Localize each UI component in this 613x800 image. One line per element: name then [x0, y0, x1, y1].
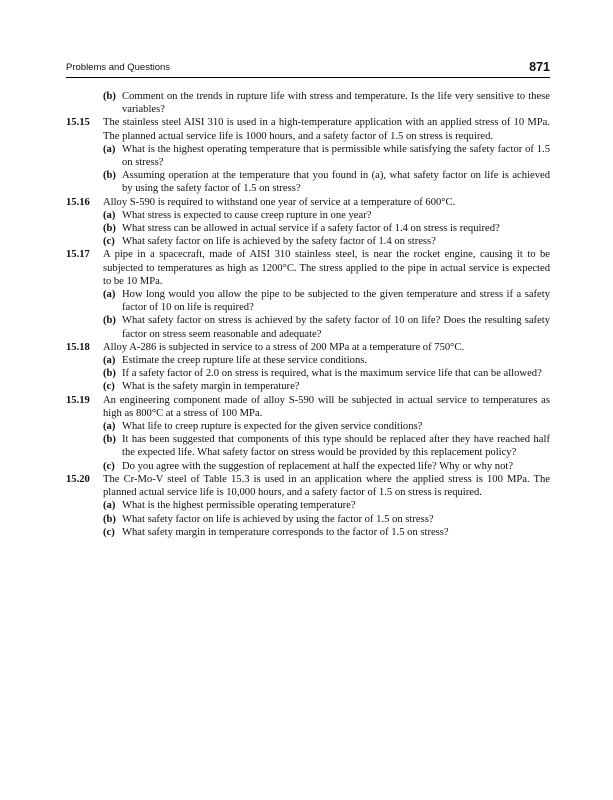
- problem-part: [103, 314, 550, 340]
- problem-text: An engineering component made of alloy S-590 will be subjected in actual service to temperatures as high as 800°C at a stress of 100 MPa.: [103, 394, 550, 419]
- part-text: What stress can be allowed in actual service if a safety factor of 1.4 on stress is required?: [122, 223, 500, 235]
- problem-number: 15.15: [66, 117, 90, 129]
- part-label: (b): [103, 434, 116, 446]
- problem-part: [103, 235, 550, 248]
- part-label: (c): [103, 460, 115, 472]
- part-text: Comment on the trends in rupture life with stress and temperature. Is the life very sensitive to these variables?: [122, 91, 550, 116]
- part-text: What safety factor on stress is achieved by the safety factor of 10 on life? Does the resulting safety factor on stress seem reasonable and adequate?: [122, 315, 550, 340]
- problem-15-17: [66, 248, 550, 340]
- part-label: (a): [103, 143, 116, 155]
- page-number: 871: [529, 60, 550, 74]
- problem-15-15: [66, 116, 550, 195]
- part-text: Assuming operation at the temperature that you found in (a), what safety factor on life is achieved by using the safety factor of 1.5 on stress?: [122, 170, 550, 195]
- problem-part: [103, 288, 550, 314]
- part-text: What stress is expected to cause creep rupture in one year?: [122, 209, 372, 221]
- problem-part: [103, 499, 550, 512]
- part-label: (a): [103, 289, 116, 301]
- problem-part: [103, 222, 550, 235]
- part-label: (c): [103, 381, 115, 393]
- problem-statement: [66, 473, 550, 499]
- part-label: (b): [103, 223, 116, 235]
- problem-part: [103, 433, 550, 459]
- problem-part: [103, 169, 550, 195]
- part-label: (b): [103, 513, 116, 525]
- problem-15-20: [66, 473, 550, 539]
- part-text: Estimate the creep rupture life at these service conditions.: [122, 355, 368, 367]
- part-text: It has been suggested that components of this type should be replaced after they have reached half the expected life. What safety factor on stress would be provided by this replacement policy?: [122, 434, 550, 459]
- problem-statement: [66, 394, 550, 420]
- problem-number: 15.17: [66, 249, 90, 261]
- part-text: What safety factor on life is achieved by using the factor of 1.5 on stress?: [122, 513, 434, 525]
- part-label: (c): [103, 526, 115, 538]
- part-label: (a): [103, 500, 116, 512]
- part-label: (a): [103, 209, 116, 221]
- problem-text: The stainless steel AISI 310 is used in a high-temperature application with an applied stress of 10 MPa. The planned actual service life is 1000 hours, and a safety factor of 1.5 on stress is required.: [103, 117, 550, 142]
- problem-number: 15.18: [66, 341, 90, 353]
- part-text: If a safety factor of 2.0 on stress is required, what is the maximum service life that can be allowed?: [122, 368, 542, 380]
- problem-part: [103, 143, 550, 169]
- header-title: Problems and Questions: [66, 62, 171, 73]
- problem-part: [103, 367, 550, 380]
- problem-statement: [66, 116, 550, 142]
- problem-part: [103, 420, 550, 433]
- problem-statement: [66, 196, 550, 209]
- carryover-part: [103, 90, 550, 116]
- problem-statement: [66, 341, 550, 354]
- part-text: What safety margin in temperature corresponds to the factor of 1.5 on stress?: [122, 526, 449, 538]
- problem-part: [103, 526, 550, 539]
- part-text: What is the highest permissible operating temperature?: [122, 500, 356, 512]
- part-text: What is the highest operating temperature that is permissible while satisfying the safety factor of 1.5 on stress?: [122, 143, 550, 169]
- part-label: (c): [103, 236, 115, 248]
- problem-part: [103, 460, 550, 473]
- part-label: (a): [103, 421, 116, 433]
- problem-15-19: [66, 394, 550, 473]
- problem-text: Alloy S-590 is required to withstand one year of service at a temperature of 600°C.: [103, 196, 456, 208]
- part-text: What is the safety margin in temperature?: [122, 381, 300, 393]
- part-text: How long would you allow the pipe to be subjected to the given temperature and stress if a safety factor of 10 on life is required?: [122, 289, 550, 314]
- problem-number: 15.16: [66, 196, 90, 208]
- problem-text: Alloy A-286 is subjected in service to a stress of 200 MPa at a temperature of 750°C.: [103, 341, 465, 353]
- part-text: What safety factor on life is achieved by the safety factor of 1.4 on stress?: [122, 236, 436, 248]
- problem-part: [103, 380, 550, 393]
- problem-part: [103, 354, 550, 367]
- part-label: (b): [103, 170, 116, 182]
- part-text: Do you agree with the suggestion of replacement at half the expected life? Why or why not?: [122, 460, 514, 472]
- part-text: What life to creep rupture is expected for the given service conditions?: [122, 421, 423, 433]
- part-label: (b): [103, 315, 116, 327]
- problems-content: [66, 90, 550, 539]
- part-label: (b): [103, 91, 116, 102]
- problem-15-16: [66, 196, 550, 249]
- running-header: [66, 57, 550, 78]
- problem-statement: [66, 248, 550, 288]
- problem-number: 15.19: [66, 394, 90, 406]
- problem-15-18: [66, 341, 550, 394]
- problem-text: A pipe in a spacecraft, made of AISI 310 stainless steel, is near the rocket engine, causing it to be subjected to temperatures as high as 1200°C. The stress applied to the pipe in actual service is expected to be 10 MPa.: [103, 249, 550, 287]
- problem-number: 15.20: [66, 473, 90, 485]
- part-label: (b): [103, 368, 116, 380]
- part-label: (a): [103, 355, 116, 367]
- problem-part: [103, 209, 550, 222]
- problem-text: The Cr-Mo-V steel of Table 15.3 is used in an application where the applied stress is 100 MPa. The planned actual service life is 10,000 hours, and a safety factor of 1.5 on stress is required.: [103, 473, 550, 499]
- problem-part: [103, 513, 550, 526]
